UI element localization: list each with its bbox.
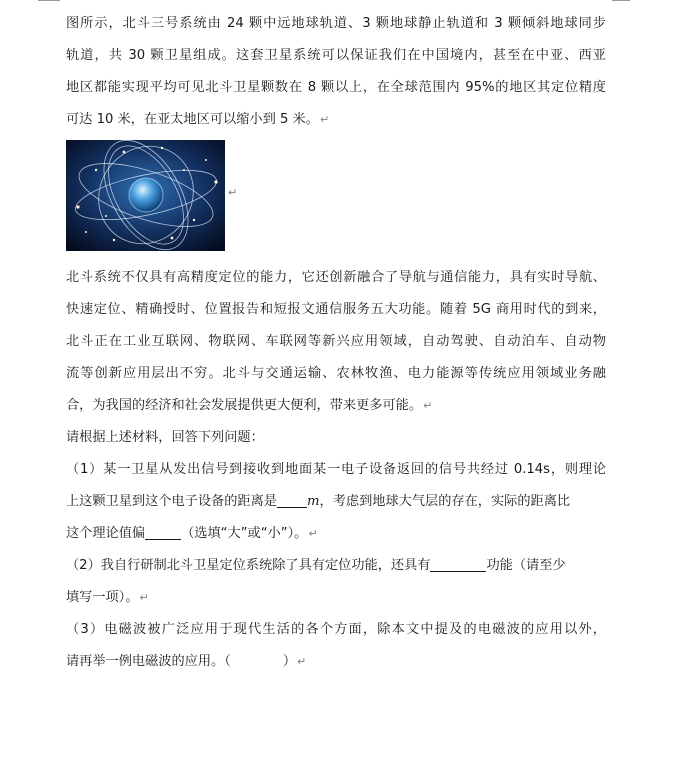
question-2: [66, 550, 606, 614]
unit-label: m: [307, 494, 320, 509]
paragraph-mark: ↵: [423, 399, 433, 412]
figure-row: [66, 140, 606, 258]
text-line: 轨道，共 30 颗卫星组成。这套卫星系统可以保证我们在中国境内，甚至在中亚、西亚: [66, 48, 606, 63]
text-line: 北斗系统不仅具有高精度定位的能力，它还创新融合了导航与通信能力，具有实时导航、: [66, 270, 606, 285]
text-line: （3）电磁波被广泛应用于现代生活的各个方面，除本文中提及的电磁波的应用以外，: [66, 622, 606, 637]
text-line: （2）我自行研制北斗卫星定位系统除了具有定位功能，还具有 功能（请至少: [66, 550, 606, 582]
paragraph-beidou-functions: [66, 262, 606, 422]
paragraph-mark: ↵: [297, 655, 307, 668]
question-1: [66, 454, 606, 550]
question-3: [66, 614, 606, 678]
text-line: 请再举一例电磁波的应用。（ ）↵: [66, 654, 307, 669]
text-line: 这个理论值偏 （选填“大”或“小”）。↵: [66, 518, 606, 550]
paragraph-mark: ↵: [319, 113, 330, 126]
question-prompt: 请根据上述材料，回答下列问题：: [66, 430, 264, 445]
answer-blank-distance[interactable]: [277, 491, 307, 508]
text-line: 上这颗卫星到这个电子设备的距离是 m，考虑到地球大气层的存在，实际的距离比: [66, 486, 606, 518]
satellite-constellation-image: [66, 140, 225, 251]
paragraph-mark: ↵: [308, 527, 318, 540]
text-line: 快速定位、精确授时、位置报告和短报文通信服务五大功能。随着 5G 商用时代的到来，: [66, 302, 606, 317]
document-body: [66, 8, 606, 678]
text-line: 可达 10 米，在亚太地区可以缩小到 5 米。↵: [66, 112, 330, 127]
text-line: 填写一项）。↵: [66, 590, 149, 605]
text-line: 图所示，北斗三号系统由 24 颗中远地球轨道、3 颗地球静止轨道和 3 颗倾斜地球同步: [66, 16, 606, 31]
text-line: 合，为我国的经济和社会发展提供更大便利，带来更多可能。↵: [66, 398, 433, 413]
text-line: 地区都能实现平均可见北斗卫星颗数在 8 颗以上，在全球范围内 95%的地区其定位精度: [66, 80, 606, 95]
text-line: 北斗正在工业互联网、物联网、车联网等新兴应用领域，自动驾驶、自动泊车、自动物: [66, 334, 606, 349]
paragraph-mark: ↵: [139, 591, 149, 604]
text-line: （1）某一卫星从发出信号到接收到地面某一电子设备返回的信号共经过 0.14s，则理论: [66, 462, 606, 477]
paragraph-mark: ↵: [228, 186, 238, 199]
paragraph-intro: [66, 8, 606, 136]
page-corner-mark: [612, 0, 630, 4]
page-corner-mark: [38, 0, 60, 4]
answer-blank-function[interactable]: [430, 555, 486, 572]
answer-blank-deviation[interactable]: [145, 523, 181, 540]
text-line: 流等创新应用层出不穷。北斗与交通运输、农林牧渔、电力能源等传统应用领域业务融: [66, 366, 606, 381]
